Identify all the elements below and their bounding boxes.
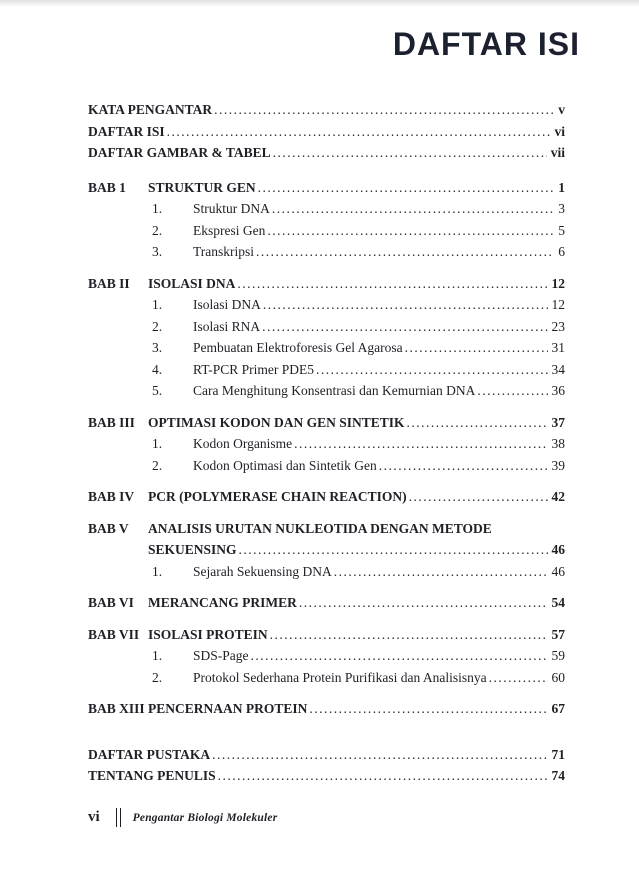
page-number: vi: [554, 123, 565, 139]
page-number: 23: [551, 318, 565, 334]
chapter-title: ISOLASI DNA: [148, 275, 236, 291]
dot-leader: [260, 316, 547, 338]
toc-chapter: [88, 518, 565, 583]
section-number: 1.: [152, 563, 163, 579]
section-entry: [152, 455, 565, 477]
chapter-title: OPTIMASI KODON DAN GEN SINTETIK: [148, 414, 405, 430]
page-number: 42: [551, 489, 565, 504]
section-title: Kodon Optimasi dan Sintetik Gen: [193, 457, 377, 473]
section-title: RT-PCR Primer PDE5: [193, 361, 314, 377]
dot-leader: [210, 744, 547, 766]
page-number: 5: [558, 222, 565, 238]
toc-entry: [88, 142, 565, 164]
section-title: SDS-Page: [193, 648, 249, 663]
section-number: 1.: [152, 648, 163, 663]
page-number: 38: [551, 436, 565, 451]
section-entry: [152, 220, 565, 242]
section-title: Isolasi DNA: [193, 297, 261, 312]
chapter-label: BAB VII: [88, 626, 140, 642]
chapter-heading: [88, 624, 565, 646]
page-number: 54: [551, 595, 565, 610]
chapter-label: BAB XIII: [88, 701, 145, 716]
toc-chapter: [88, 486, 565, 508]
section-number: 2.: [152, 669, 163, 685]
toc-entry-label: DAFTAR GAMBAR & TABEL: [88, 145, 271, 160]
section-number: 5.: [152, 383, 163, 398]
chapter-title: SEKUENSING: [148, 542, 237, 557]
toc-entry-label: TENTANG PENULIS: [88, 768, 216, 783]
dot-leader: [249, 645, 548, 667]
page-number: 34: [551, 361, 565, 377]
dot-leader: [292, 433, 547, 455]
toc-entry-label: DAFTAR ISI: [88, 123, 165, 139]
page-number: 74: [551, 768, 565, 783]
section-entry: [152, 359, 565, 381]
section-number: 4.: [152, 361, 163, 377]
section-number: 3.: [152, 340, 163, 355]
section-number: 2.: [152, 222, 163, 238]
dot-leader: [235, 273, 547, 295]
section-title: Kodon Organisme: [193, 436, 293, 451]
section-title: Transkripsi: [193, 244, 255, 259]
dot-leader: [270, 198, 554, 220]
section-title: Cara Menghitung Konsentrasi dan Kemurnian DNA: [193, 383, 476, 398]
chapter-title: ISOLASI PROTEIN: [148, 626, 268, 642]
page-number: 1: [558, 179, 565, 195]
chapter-title: ANALISIS URUTAN NUKLEOTIDA DENGAN METODE: [148, 520, 492, 536]
dot-leader: [254, 241, 554, 263]
dot-leader: [403, 337, 548, 359]
toc-chapter: [88, 698, 565, 720]
page-number: 6: [558, 244, 565, 259]
page-number: 67: [551, 701, 565, 716]
dot-leader: [377, 455, 548, 477]
chapter-label: BAB IV: [88, 489, 135, 504]
section-entry: [152, 337, 565, 359]
page-number: 36: [551, 383, 565, 398]
page-number: 39: [551, 457, 565, 473]
toc-entry-label: DAFTAR PUSTAKA: [88, 746, 211, 762]
chapter-label: BAB VI: [88, 595, 134, 610]
dot-leader: [487, 667, 548, 689]
section-entry: [152, 561, 565, 583]
chapter-heading-continuation: [88, 539, 565, 561]
section-entry: [152, 667, 565, 689]
dot-leader: [216, 765, 548, 787]
dot-leader: [268, 624, 548, 646]
chapter-title: MERANCANG PRIMER: [148, 595, 297, 610]
toc-chapter: [88, 273, 565, 402]
chapter-heading: [88, 273, 565, 295]
page-number: 31: [551, 340, 565, 355]
section-entry: [152, 241, 565, 263]
toc-entry-label: KATA PENGANTAR: [88, 102, 213, 117]
dot-leader: [297, 592, 548, 614]
toc-chapter: [88, 624, 565, 689]
page-number: 71: [551, 746, 565, 762]
section-number: 3.: [152, 244, 163, 259]
page-number: 3: [558, 201, 565, 216]
dot-leader: [332, 561, 548, 583]
folio-page-number: vi: [88, 809, 100, 825]
section-title: Ekspresi Gen: [193, 222, 266, 238]
chapter-label: BAB III: [88, 414, 135, 430]
section-entry: [152, 198, 565, 220]
back-matter-list: [88, 744, 565, 787]
dot-leader: [314, 359, 548, 381]
dot-leader: [261, 294, 548, 316]
toc-entry: [88, 99, 565, 121]
dot-leader: [265, 220, 554, 242]
dot-leader: [407, 486, 548, 508]
page-number: 46: [551, 542, 565, 557]
section-title: Struktur DNA: [193, 201, 270, 216]
dot-leader: [271, 142, 547, 164]
dot-leader: [165, 121, 551, 143]
chapter-label: BAB 1: [88, 179, 126, 195]
section-number: 1.: [152, 436, 163, 451]
footer-divider: [116, 808, 121, 827]
page-number: 12: [551, 297, 565, 312]
section-title: Isolasi RNA: [193, 318, 261, 334]
dot-leader: [307, 698, 547, 720]
page-number: 12: [551, 275, 565, 291]
page-footer: [88, 808, 277, 827]
chapter-title: STRUKTUR GEN: [148, 179, 256, 195]
chapter-heading: [88, 486, 565, 508]
page-number: 37: [551, 414, 565, 430]
front-matter-list: [88, 99, 565, 164]
page-number: 60: [551, 669, 565, 685]
section-title: Sejarah Sekuensing DNA: [193, 563, 332, 579]
section-entry: [152, 316, 565, 338]
section-entry: [152, 294, 565, 316]
chapter-label: BAB II: [88, 275, 130, 291]
toc-chapter: [88, 177, 565, 263]
page-number: 46: [551, 563, 565, 579]
section-number: 2.: [152, 318, 163, 334]
section-entry: [152, 433, 565, 455]
chapter-list: [88, 177, 565, 720]
page-number: vii: [550, 145, 565, 160]
section-title: Pembuatan Elektroforesis Gel Agarosa: [193, 340, 403, 355]
dot-leader: [475, 380, 547, 402]
table-of-contents: [88, 99, 565, 787]
toc-chapter: [88, 592, 565, 614]
chapter-title: PCR (POLYMERASE CHAIN REACTION): [148, 489, 407, 504]
section-title: Protokol Sederhana Protein Purifikasi dan Analisisnya: [193, 669, 487, 685]
page-number: v: [558, 102, 565, 117]
page-number: 57: [551, 626, 565, 642]
section-number: 2.: [152, 457, 163, 473]
chapter-heading: [88, 698, 565, 720]
page-edge-shadow: [0, 0, 639, 7]
section-number: 1.: [152, 201, 163, 216]
toc-entry: [88, 744, 565, 766]
section-number: 1.: [152, 297, 163, 312]
page-number: 59: [551, 648, 565, 663]
toc-entry: [88, 121, 565, 143]
chapter-heading: [88, 592, 565, 614]
page-title: DAFTAR ISI: [392, 26, 580, 62]
chapter-heading: [88, 177, 565, 199]
dot-leader: [212, 99, 554, 121]
section-entry: [152, 380, 565, 402]
dot-leader: [237, 539, 548, 561]
section-entry: [152, 645, 565, 667]
chapter-heading: [88, 412, 565, 434]
toc-entry: [88, 765, 565, 787]
chapter-heading: [88, 518, 565, 540]
chapter-title: PENCERNAAN PROTEIN: [148, 701, 308, 716]
chapter-label: BAB V: [88, 520, 129, 536]
footer-book-title: Pengantar Biologi Molekuler: [132, 811, 278, 824]
toc-chapter: [88, 412, 565, 477]
dot-leader: [405, 412, 548, 434]
dot-leader: [256, 177, 555, 199]
